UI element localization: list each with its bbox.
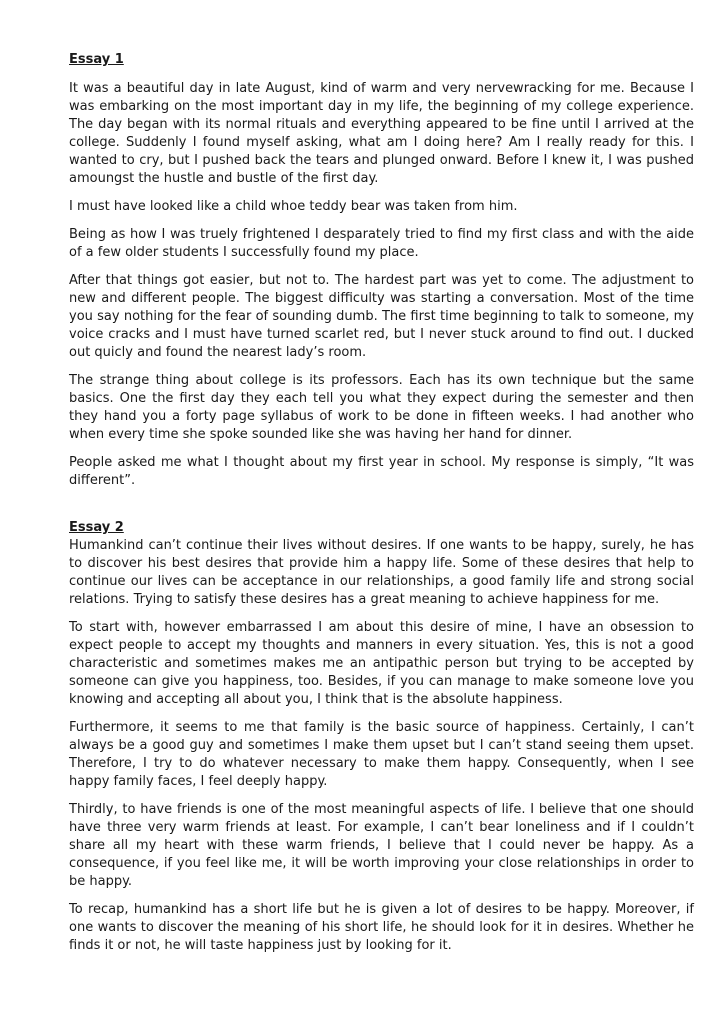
essay-1-heading: Essay 1 bbox=[69, 52, 124, 67]
essay-1-paragraph-4: After that things got easier, but not to. The hardest part was yet to come. The adjustment to new and different people. The biggest difficulty was starting a conversation. Most of the time you say nothing for the fear of sounding dumb. The first time beginning to talk to someone, my voice cracks and I must have turned scarlet red, but I never stuck around to find out. I ducked out quicly and found the nearest lady’s room. bbox=[69, 273, 694, 360]
essay-2-paragraph-5: To recap, humankind has a short life but he is given a lot of desires to be happy. Moreover, if one wants to discover the meaning of his short life, he should look for it in desires. Whether he finds it or not, he will taste happiness just by looking for it. bbox=[69, 902, 694, 953]
essay-1-paragraph-3: Being as how I was truely frightened I desparately tried to find my first class and with the aide of a few older students I successfully found my place. bbox=[69, 227, 694, 260]
essay-2-paragraph-1: Humankind can’t continue their lives without desires. If one wants to be happy, surely, he has to discover his best desires that provide him a happy life. Some of these desires that help to continue our lives can be acceptance in our relationships, a good family life and strong social relations. Trying to satisfy these desires has a great meaning to achieve happiness for me. bbox=[69, 538, 694, 607]
essay-2-paragraph-3: Furthermore, it seems to me that family is the basic source of happiness. Certainly, I can’t always be a good guy and sometimes I make them upset but I can’t stand seeing them upset. Therefore, I try to do whatever necessary to make them happy. Consequently, when I see happy family faces, I feel deeply happy. bbox=[69, 720, 694, 789]
essay-2-paragraph-2: To start with, however embarrassed I am about this desire of mine, I have an obsession to expect people to accept my thoughts and manners in every situation. Yes, this is not a good characteristic and sometimes makes me an antipathic person but trying to be accepted by someone can give you happiness, too. Besides, if you can manage to make someone love you knowing and accepting all about you, I think that is the absolute happiness. bbox=[69, 620, 694, 707]
essay-1-paragraph-2: I must have looked like a child whoe teddy bear was taken from him. bbox=[69, 199, 518, 214]
essay-1-paragraph-6: People asked me what I thought about my first year in school. My response is simply, “It was different”. bbox=[69, 455, 694, 488]
essay-1-paragraph-5: The strange thing about college is its professors. Each has its own technique but the same basics. One the first day they each tell you what they expect during the semester and then they hand you a forty page syllabus of work to be done in fifteen weeks. I had another who when every time she spoke sounded like she was having her hand for dinner. bbox=[69, 373, 694, 442]
essay-2-heading: Essay 2 bbox=[69, 520, 124, 535]
essay-1-paragraph-1: It was a beautiful day in late August, kind of warm and very nervewracking for me. Because I was embarking on the most important day in my life, the beginning of my college experience. The day began with its normal rituals and everything appeared to be fine until I arrived at the college. Suddenly I found myself asking, what am I doing here? Am I really ready for this. I wanted to cry, but I pushed back the tears and plunged onward. Before I knew it, I was pushed amoungst the hustle and bustle of the first day. bbox=[69, 81, 694, 186]
essay-2-paragraph-4: Thirdly, to have friends is one of the most meaningful aspects of life. I believe that one should have three very warm friends at least. For example, I can’t bear loneliness and if I couldn’t share all my heart with these warm friends, I believe that I could never be happy. As a consequence, if you feel like me, it will be worth improving your close relationships in order to be happy. bbox=[69, 802, 694, 889]
